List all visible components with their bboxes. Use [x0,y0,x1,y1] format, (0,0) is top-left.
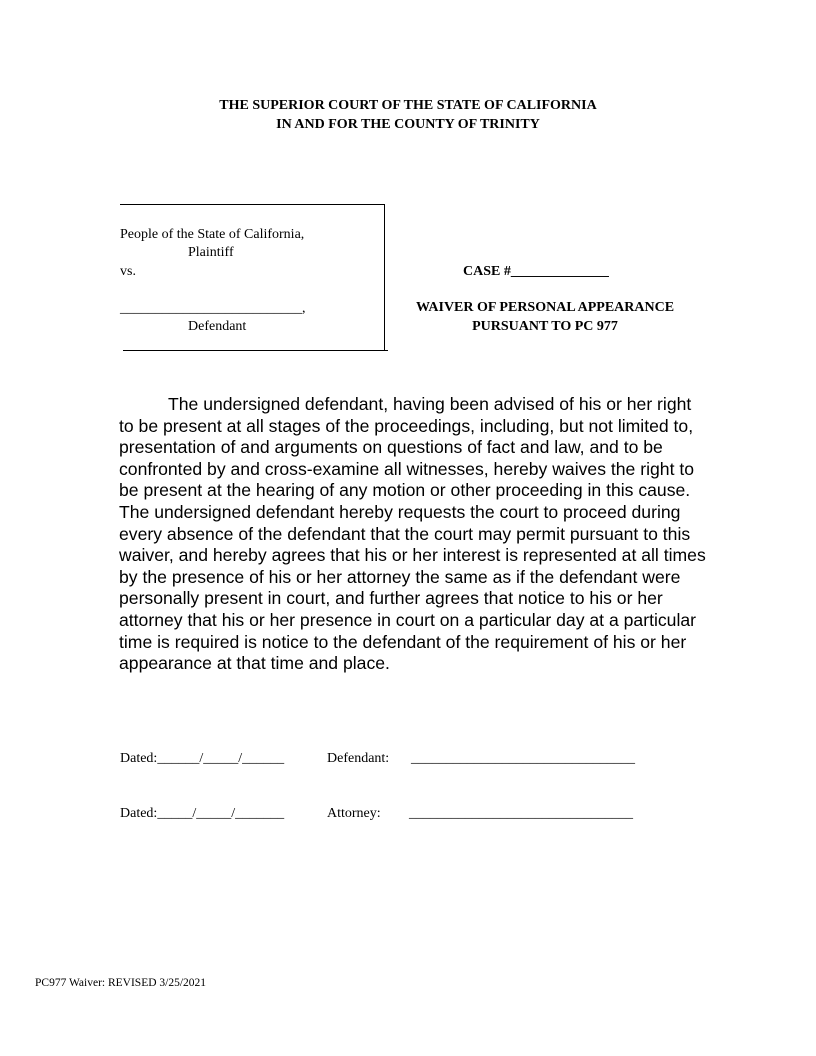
court-header [0,96,816,134]
case-number-field[interactable]: CASE #______________ [463,264,609,279]
versus-label: vs. [120,264,136,279]
attorney-role-label: Attorney: [327,806,381,821]
defendant-role-label: Defendant: [327,751,390,766]
revision-footer: PC977 Waiver: REVISED 3/25/2021 [35,977,207,989]
document-title [380,298,710,336]
defendant-label: Defendant [188,319,247,334]
caption-bottom-rule [123,350,388,351]
defendant-signature-line[interactable]: ________________________________ [411,751,635,766]
document-title-line2: PURSUANT TO PC 977 [472,319,618,334]
court-name: THE SUPERIOR COURT OF THE STATE OF CALIFORNIA [219,98,597,113]
attorney-date-field[interactable]: Dated:_____/_____/_______ [120,806,285,821]
county-name: IN AND FOR THE COUNTY OF TRINITY [276,117,540,132]
document-title-line1: WAIVER OF PERSONAL APPEARANCE [415,300,675,315]
plaintiff-name: People of the State of California, [120,227,305,242]
plaintiff-label: Plaintiff [188,245,234,260]
defendant-name-blank[interactable]: __________________________, [120,301,306,316]
attorney-signature-line[interactable]: ________________________________ [409,806,633,821]
waiver-paragraph [119,394,709,675]
waiver-text: The undersigned defendant, having been advised of his or her right to be present at all stages of the proceedings, including, but not limited to, presentation of and arguments on questions of fact and law, and to be confronted by and cross-examine all witnesses, hereby waives the right to be present at the hearing of any motion or other proceeding in this cause. The undersigned defendant hereby requests the court to proceed during every absence of the defendant that the court may permit pursuant to this waiver, and hereby agrees that his or her interest is represented at all times by the presence of his or her attorney the same as if the defendant were personally present in court, and further agrees that notice to his or her attorney that his or her presence in court on a particular day at a particular time is required is notice to the defendant of the requirement of his or her appearance at that time and place. [119,394,706,674]
defendant-date-field[interactable]: Dated:______/_____/______ [120,751,285,766]
